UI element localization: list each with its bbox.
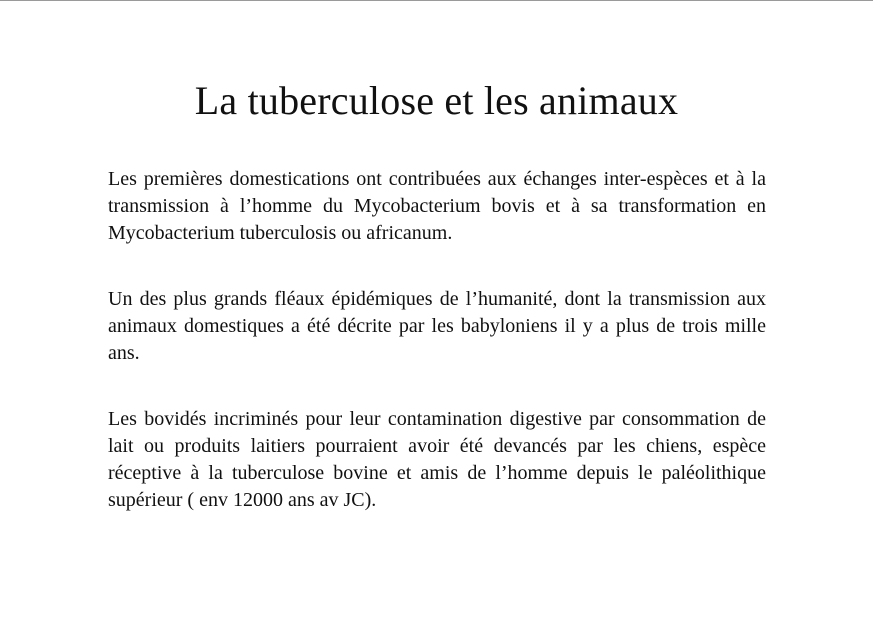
paragraph-domestication: Les premières domestications ont contribuées aux échanges inter-espèces et à la transmission à l’homme du Mycobacterium bovis et à sa transformation en Mycobacterium tuberculosis ou africanum. bbox=[108, 168, 766, 244]
paragraph-bovides-chiens: Les bovidés incriminés pour leur contamination digestive par consommation de lait ou produits laitiers pourraient avoir été devancés par les chiens, espèce réceptive à la tuberculose bovine et amis de l’homme depuis le paléolithique supérieur ( env 12000 ans av JC). bbox=[108, 408, 766, 511]
page-title: La tuberculose et les animaux bbox=[194, 78, 679, 123]
paragraph-babyloniens: Un des plus grands fléaux épidémiques de l’humanité, dont la transmission aux animaux domestiques a été décrite par les babyloniens il y a plus de trois mille ans. bbox=[108, 288, 766, 364]
